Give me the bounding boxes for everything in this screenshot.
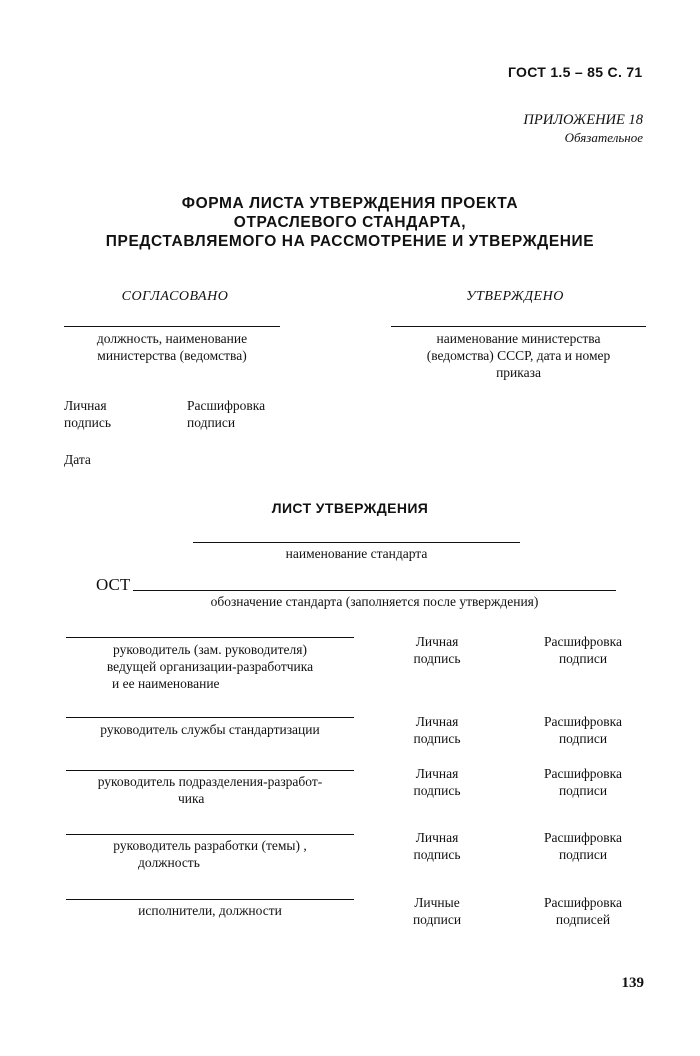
row-4-decoding-line-2: подписи xyxy=(558,847,608,862)
approved-caption-line-2: (ведомства) СССР, дата и номер xyxy=(426,348,611,363)
ost-label: ОСТ xyxy=(96,575,131,594)
agreed-caption xyxy=(64,330,280,364)
row-4-decoding-line-1: Расшифровка xyxy=(543,830,623,845)
agreed-decoding-label xyxy=(187,397,265,431)
row-5-signature xyxy=(395,894,479,928)
row-2-signature xyxy=(395,713,479,747)
row-4-decoding xyxy=(525,829,641,863)
row-3-role-line-2: чика xyxy=(178,791,205,806)
row-1-line xyxy=(66,637,354,638)
row-3-decoding-line-1: Расшифровка xyxy=(543,766,623,781)
row-3-line xyxy=(66,770,354,771)
row-1-decoding-line-2: подписи xyxy=(558,651,608,666)
agreed-signature-line-2: подпись xyxy=(64,415,112,430)
row-1-decoding xyxy=(525,633,641,667)
row-1-role-line-2: ведущей организации-разработчика xyxy=(106,659,314,674)
row-3-decoding xyxy=(525,765,641,799)
row-2-role-line-1: руководитель службы стандартизации xyxy=(100,722,320,737)
appendix-title: ПРИЛОЖЕНИЕ 18 xyxy=(523,112,643,128)
row-5-decoding-line-2: подписей xyxy=(555,912,611,927)
agreed-position-line xyxy=(64,326,280,327)
row-5-signature-line-2: подписи xyxy=(412,912,462,927)
row-4-line xyxy=(66,834,354,835)
row-2-signature-line-1: Личная xyxy=(415,714,459,729)
standard-designation-line xyxy=(133,590,616,591)
row-1-role xyxy=(66,641,354,692)
row-1-signature-line-2: подпись xyxy=(413,651,461,666)
row-1-decoding-line-1: Расшифровка xyxy=(543,634,623,649)
standard-designation-caption: обозначение стандарта (заполняется после утверждения) xyxy=(210,594,539,609)
row-3-signature xyxy=(395,765,479,799)
row-1-signature-line-1: Личная xyxy=(415,634,459,649)
approved-caption-line-3: приказа xyxy=(496,365,541,380)
row-3-signature-line-1: Личная xyxy=(415,766,459,781)
row-4-role-line-1: руководитель разработки (темы) , xyxy=(113,838,307,853)
row-2-decoding-line-2: подписи xyxy=(558,731,608,746)
row-1-role-line-3: и ее наименование xyxy=(112,676,220,691)
row-5-line xyxy=(66,899,354,900)
row-2-line xyxy=(66,717,354,718)
row-4-signature-line-2: подпись xyxy=(413,847,461,862)
agreed-heading: СОГЛАСОВАНО xyxy=(121,289,229,304)
row-5-decoding xyxy=(525,894,641,928)
agreed-signature-label xyxy=(64,397,111,431)
row-4-signature xyxy=(395,829,479,863)
row-5-role-line-1: исполнители, должности xyxy=(138,903,282,918)
approved-heading: УТВЕРЖДЕНО xyxy=(466,289,564,304)
row-3-decoding-line-2: подписи xyxy=(558,783,608,798)
row-2-role xyxy=(66,721,354,738)
approved-line xyxy=(391,326,646,327)
sheet-title: ЛИСТ УТВЕРЖДЕНИЯ xyxy=(271,500,429,516)
page-number: 139 xyxy=(621,975,644,991)
agreed-caption-line-1: должность, наименование xyxy=(96,331,248,346)
row-2-decoding xyxy=(525,713,641,747)
row-3-role xyxy=(66,773,354,807)
agreed-signature-line-1: Личная xyxy=(64,398,107,413)
row-5-decoding-line-1: Расшифровка xyxy=(543,895,623,910)
row-4-signature-line-1: Личная xyxy=(415,830,459,845)
row-5-role xyxy=(66,902,354,919)
row-4-role-line-2: должность xyxy=(138,855,200,870)
agreed-caption-line-2: министерства (ведомства) xyxy=(97,348,247,363)
agreed-decoding-line-2: подписи xyxy=(187,415,236,430)
row-5-signature-line-1: Личные xyxy=(414,895,460,910)
row-1-role-line-1: руководитель (зам. руководителя) xyxy=(113,642,307,657)
row-3-role-line-1: руководитель подразделения-разработ- xyxy=(97,774,323,789)
form-title-line-2: ОТРАСЛЕВОГО СТАНДАРТА, xyxy=(233,214,467,231)
approved-caption-line-1: наименование министерства xyxy=(436,331,601,346)
standard-name-line xyxy=(193,542,520,543)
form-title-line-1: ФОРМА ЛИСТА УТВЕРЖДЕНИЯ ПРОЕКТА xyxy=(181,195,519,212)
row-2-decoding-line-1: Расшифровка xyxy=(543,714,623,729)
row-4-role xyxy=(66,837,354,871)
form-title-line-3: ПРЕДСТАВЛЯЕМОГО НА РАССМОТРЕНИЕ И УТВЕРЖДЕНИЕ xyxy=(105,233,595,250)
agreed-decoding-line-1: Расшифровка xyxy=(187,398,266,413)
row-1-signature xyxy=(395,633,479,667)
appendix-status: Обязательное xyxy=(564,130,643,145)
agreed-date-label: Дата xyxy=(64,452,91,467)
row-2-signature-line-2: подпись xyxy=(413,731,461,746)
page-header: ГОСТ 1.5 – 85 С. 71 xyxy=(508,64,643,80)
approved-caption xyxy=(391,330,646,381)
row-3-signature-line-2: подпись xyxy=(413,783,461,798)
standard-name-caption: наименование стандарта xyxy=(285,546,428,561)
